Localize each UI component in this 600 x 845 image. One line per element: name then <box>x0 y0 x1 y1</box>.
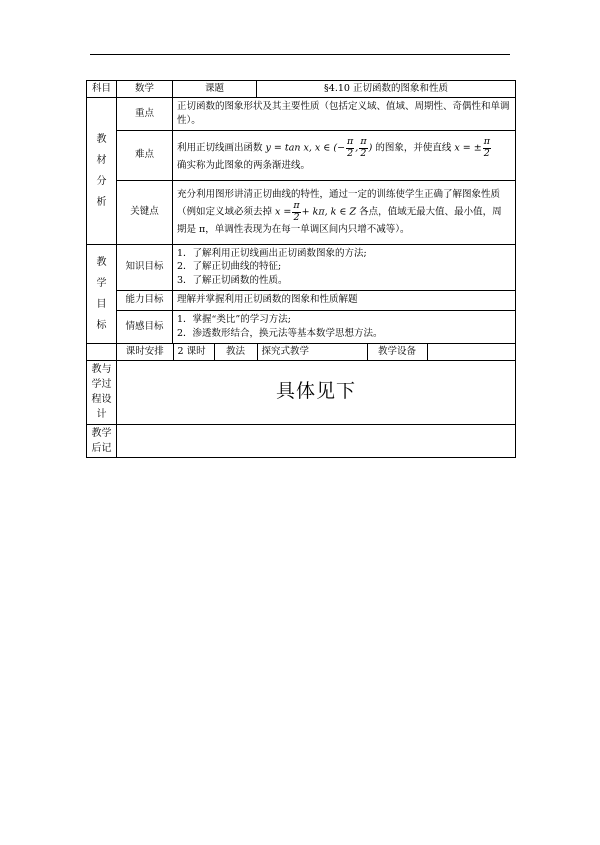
key-point-label: 重点 <box>117 97 173 130</box>
hours-label: 课时安排 <box>117 344 173 360</box>
notes-row <box>87 424 516 457</box>
crux-text: 充分利用图形讲清正切曲线的特性，通过一定的训练使学生正确了解图象性质（例如定义域必须去掉 x = $\frac{\pi}{2}$ + kπ, k ∈ Z 各点，值域无最大值、最小值，周期是 π，单调性表现为在每一单调区间内只增不减等）。 <box>173 180 516 244</box>
process-row <box>87 360 516 424</box>
emotion-list <box>173 310 516 343</box>
crux-row <box>87 180 516 244</box>
subject-label: 科目 <box>87 81 117 98</box>
knowledge-list <box>173 244 516 290</box>
list-item: 2．了解正切曲线的特征; <box>177 261 282 273</box>
knowledge-label: 知识目标 <box>117 244 173 290</box>
objectives-group-label: 教 学 目 标 <box>87 244 117 343</box>
header-rule <box>90 54 510 55</box>
process-content: 具体见下 <box>117 360 516 424</box>
equipment-label: 教学设备 <box>367 344 427 360</box>
equipment-value <box>427 344 516 360</box>
ability-label: 能力目标 <box>117 290 173 310</box>
ability-text: 理解并掌握利用正切函数的图象和性质解题 <box>173 290 516 310</box>
process-label: 教与 学过 程设 计 <box>87 360 117 424</box>
schedule-inner <box>117 344 516 360</box>
knowledge-row <box>87 244 516 290</box>
schedule-row <box>87 343 516 360</box>
list-item: 3．了解正切函数的性质。 <box>177 275 288 287</box>
method-value: 探究式教学 <box>257 344 367 360</box>
header-row <box>87 81 516 98</box>
difficulty-row <box>87 130 516 180</box>
topic-label: 课题 <box>173 81 257 98</box>
subject-value: 数学 <box>117 81 173 98</box>
list-item: 1．掌握“类比”的学习方法; <box>177 314 291 325</box>
list-item: 1．了解利用正切线画出正切函数图象的方法; <box>177 247 367 259</box>
analysis-group-label: 教 材 分 析 <box>87 97 117 244</box>
ability-row <box>87 290 516 310</box>
difficulty-text: 利用正切线画出函数 y = tan x, x ∈ (− $\frac{\pi}{2}$ , $\frac{\pi}{2}$ ) 的图象，并使直线 x = ± $\frac{\pi}{2}$ 确实称为此图象的两条渐进线。 <box>173 130 516 180</box>
emotion-row <box>87 310 516 343</box>
notes-label: 教学 后记 <box>87 424 117 457</box>
difficulty-label: 难点 <box>117 130 173 180</box>
crux-label: 关键点 <box>117 180 173 244</box>
key-point-row <box>87 97 516 130</box>
asymptote-formula: x = ± <box>454 142 482 154</box>
method-label: 教法 <box>214 344 257 360</box>
emotion-label: 情感目标 <box>117 310 173 343</box>
lesson-plan-table <box>86 80 516 458</box>
hours-value: 2 课时 <box>173 344 214 360</box>
notes-content <box>117 424 516 457</box>
tan-formula: y = tan x, x ∈ (− <box>265 142 346 154</box>
topic-value: §4.10 正切函数的图象和性质 <box>257 81 516 98</box>
list-item: 2．渗透数形结合，换元法等基本数学思想方法。 <box>177 327 383 339</box>
key-point-text: 正切函数的图象形状及其主要性质（包括定义域、值域、周期性、奇偶性和单调性）。 <box>173 97 516 130</box>
